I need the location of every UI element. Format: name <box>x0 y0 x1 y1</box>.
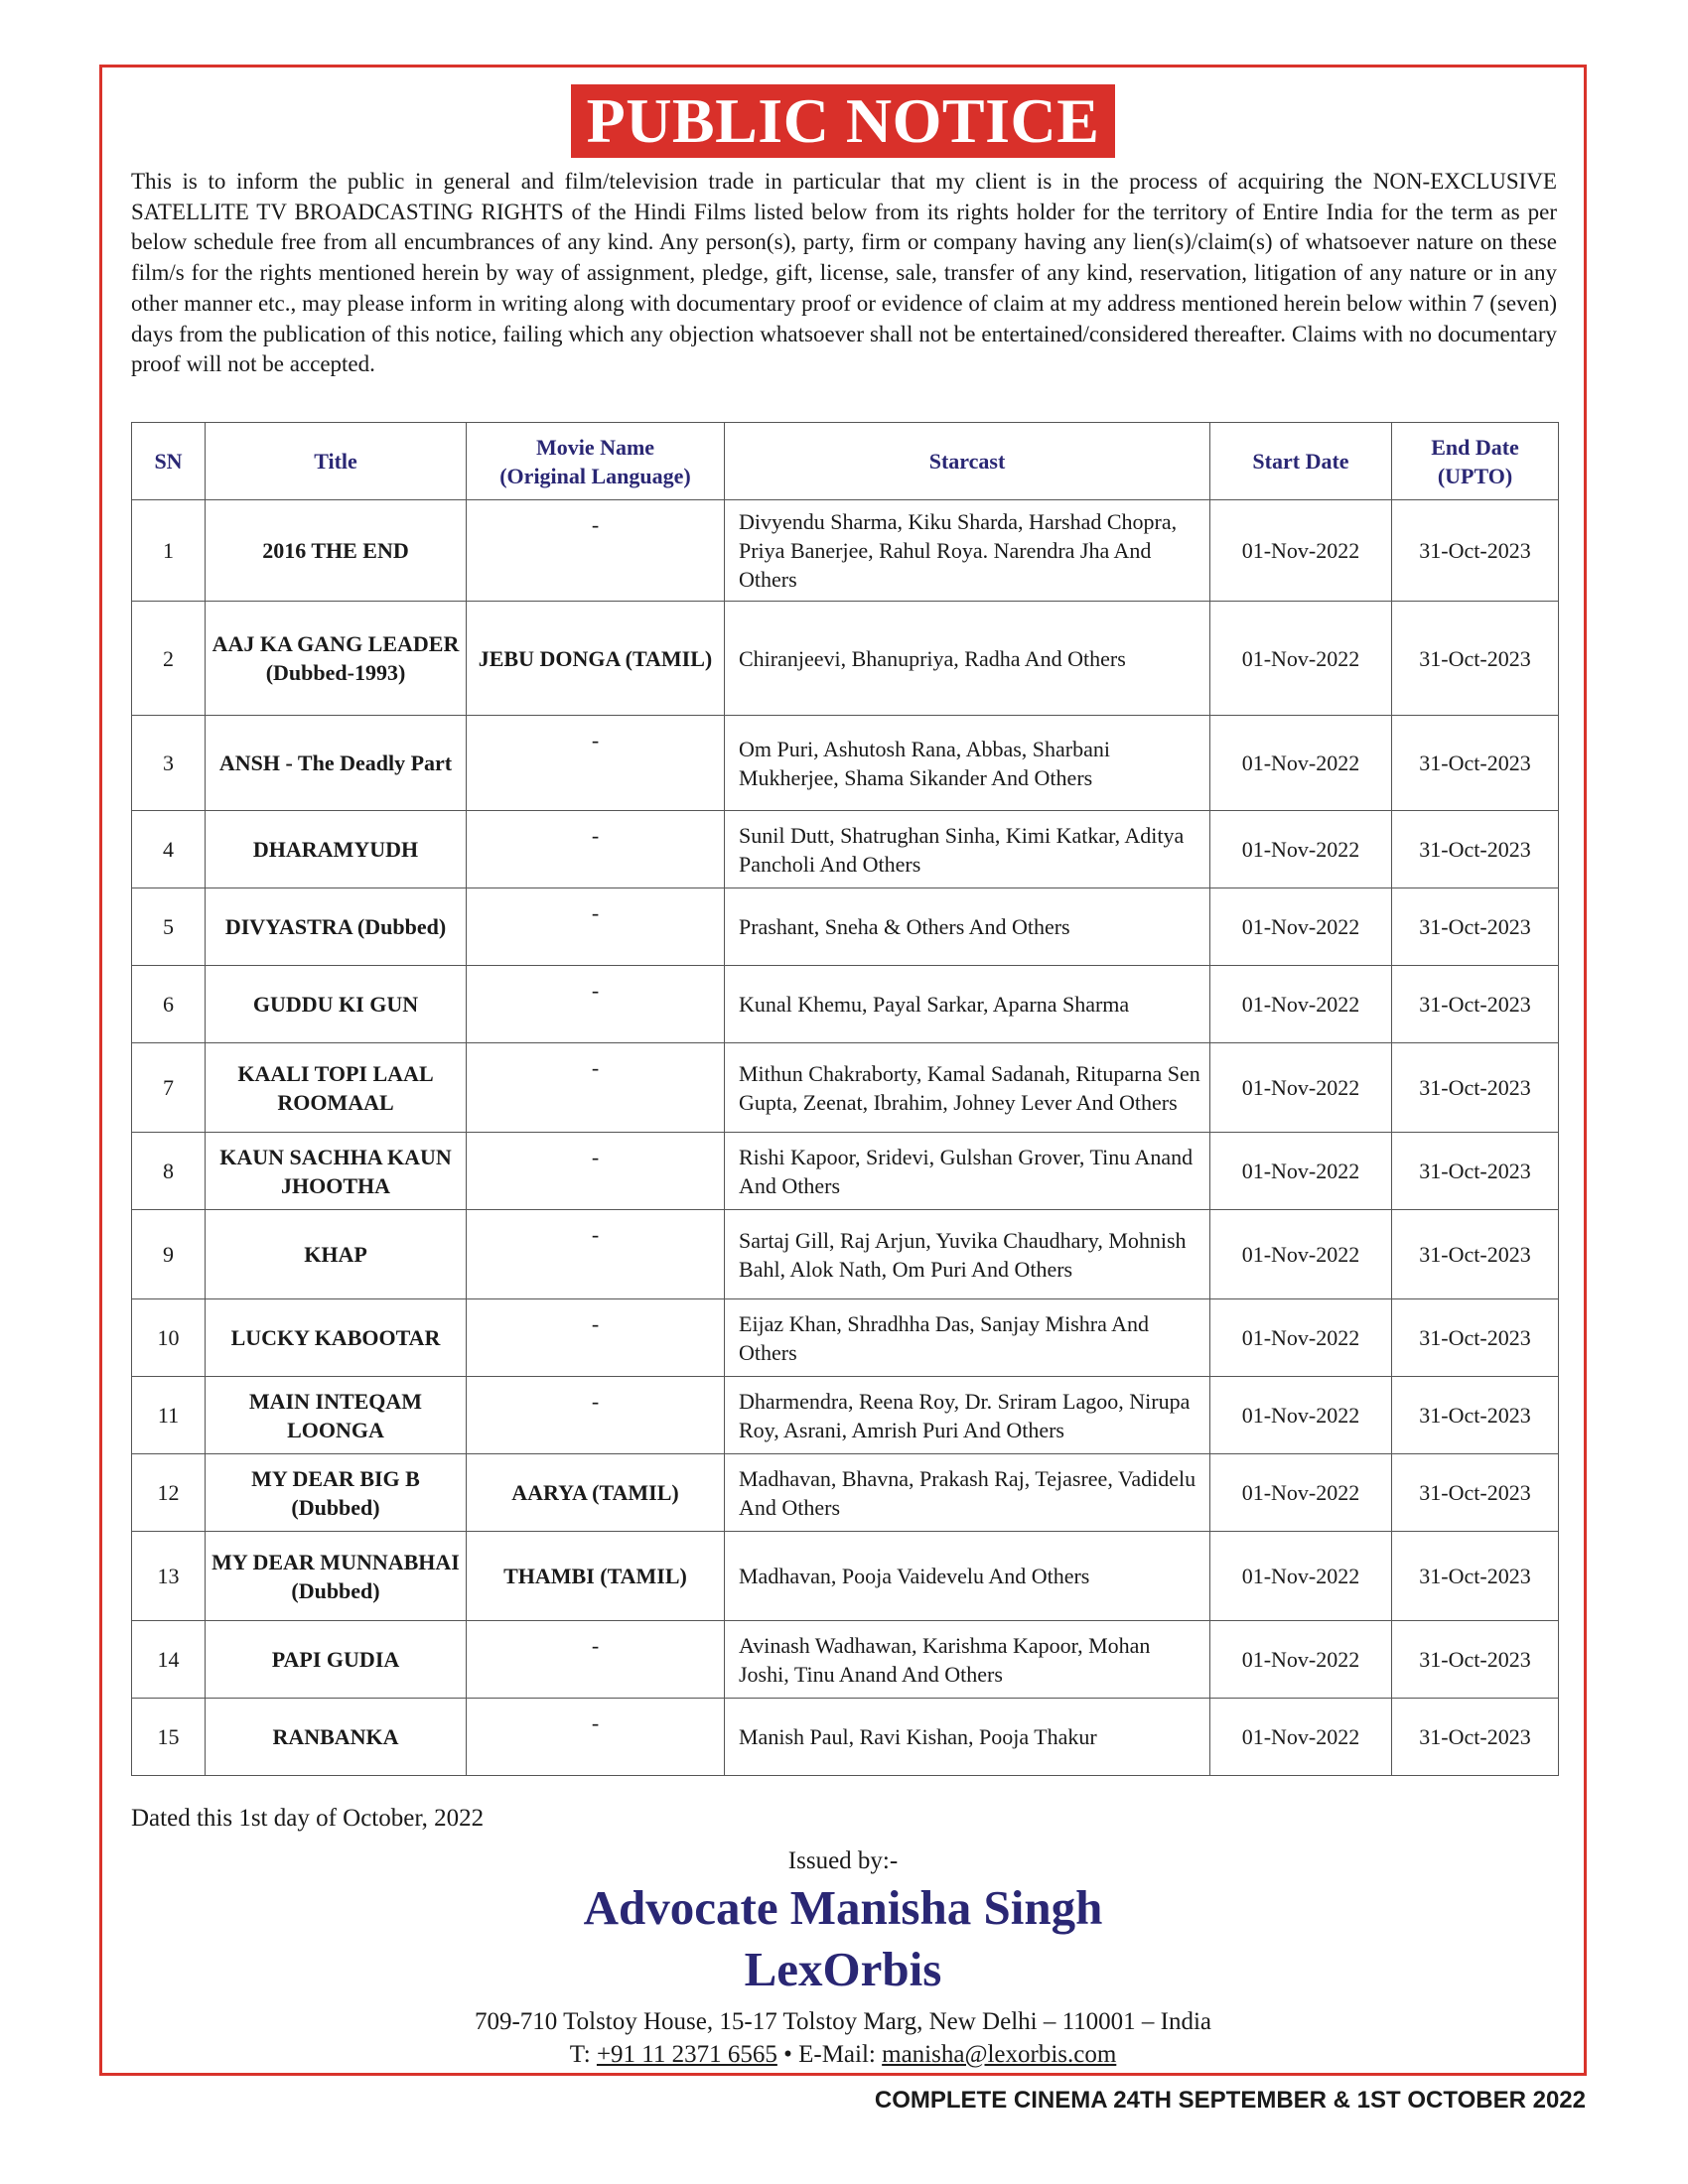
row-title: KHAP <box>206 1210 467 1299</box>
row-sn: 8 <box>132 1133 206 1210</box>
row-sn: 15 <box>132 1699 206 1776</box>
row-sn: 1 <box>132 500 206 602</box>
table-row <box>132 1043 1559 1133</box>
header-movie-line2: (Original Language) <box>499 463 691 488</box>
dated-line: Dated this 1st day of October, 2022 <box>131 1805 485 1832</box>
header-start-date: Start Date <box>1210 423 1392 500</box>
row-start-date: 01-Nov-2022 <box>1210 1454 1392 1532</box>
row-starcast: Avinash Wadhawan, Karishma Kapoor, Mohan Joshi, Tinu Anand And Others <box>725 1621 1210 1699</box>
row-end-date: 31-Oct-2023 <box>1392 1299 1559 1377</box>
row-starcast: Kunal Khemu, Payal Sarkar, Aparna Sharma <box>725 966 1210 1043</box>
row-end-date: 31-Oct-2023 <box>1392 1043 1559 1133</box>
table-body <box>132 500 1559 1776</box>
row-movie-name: - <box>467 1621 725 1699</box>
row-start-date: 01-Nov-2022 <box>1210 716 1392 811</box>
contact-line <box>102 2039 1584 2071</box>
row-movie-name: - <box>467 1377 725 1454</box>
row-starcast: Chiranjeevi, Bhanupriya, Radha And Others <box>725 602 1210 716</box>
row-sn: 5 <box>132 888 206 966</box>
table-row <box>132 966 1559 1043</box>
row-end-date: 31-Oct-2023 <box>1392 1454 1559 1532</box>
table-row <box>132 811 1559 888</box>
row-title: RANBANKA <box>206 1699 467 1776</box>
publication-footer: COMPLETE CINEMA 24TH SEPTEMBER & 1ST OCTOBER 2022 <box>874 2087 1586 2114</box>
table-row <box>132 1699 1559 1776</box>
row-sn: 12 <box>132 1454 206 1532</box>
table-row <box>132 1454 1559 1532</box>
notice-frame <box>99 65 1587 2076</box>
row-start-date: 01-Nov-2022 <box>1210 500 1392 602</box>
row-movie-name: - <box>467 1210 725 1299</box>
row-title: GUDDU KI GUN <box>206 966 467 1043</box>
header-end-line2: (UPTO) <box>1437 463 1513 488</box>
row-title: MAIN INTEQAM LOONGA <box>206 1377 467 1454</box>
row-end-date: 31-Oct-2023 <box>1392 500 1559 602</box>
row-start-date: 01-Nov-2022 <box>1210 1699 1392 1776</box>
row-title: AAJ KA GANG LEADER (Dubbed-1993) <box>206 602 467 716</box>
row-start-date: 01-Nov-2022 <box>1210 1299 1392 1377</box>
row-movie-name: - <box>467 1043 725 1133</box>
row-starcast: Mithun Chakraborty, Kamal Sadanah, Rituparna Sen Gupta, Zeenat, Ibrahim, Johney Lever And Others <box>725 1043 1210 1133</box>
row-start-date: 01-Nov-2022 <box>1210 1621 1392 1699</box>
row-sn: 3 <box>132 716 206 811</box>
phone-prefix: T: <box>569 2041 597 2068</box>
row-title: DIVYASTRA (Dubbed) <box>206 888 467 966</box>
row-end-date: 31-Oct-2023 <box>1392 966 1559 1043</box>
header-starcast: Starcast <box>725 423 1210 500</box>
row-sn: 6 <box>132 966 206 1043</box>
table-row <box>132 1377 1559 1454</box>
email-prefix: • E-Mail: <box>776 2041 883 2068</box>
email-link[interactable]: manisha@lexorbis.com <box>882 2041 1117 2068</box>
row-sn: 7 <box>132 1043 206 1133</box>
row-start-date: 01-Nov-2022 <box>1210 888 1392 966</box>
row-start-date: 01-Nov-2022 <box>1210 602 1392 716</box>
row-movie-name: JEBU DONGA (TAMIL) <box>467 602 725 716</box>
row-sn: 13 <box>132 1532 206 1621</box>
row-starcast: Madhavan, Bhavna, Prakash Raj, Tejasree, Vadidelu And Others <box>725 1454 1210 1532</box>
row-end-date: 31-Oct-2023 <box>1392 602 1559 716</box>
row-start-date: 01-Nov-2022 <box>1210 1377 1392 1454</box>
header-end-date <box>1392 423 1559 500</box>
row-start-date: 01-Nov-2022 <box>1210 1043 1392 1133</box>
table-row <box>132 1532 1559 1621</box>
row-title: 2016 THE END <box>206 500 467 602</box>
row-sn: 10 <box>132 1299 206 1377</box>
row-movie-name: - <box>467 1699 725 1776</box>
table-row <box>132 602 1559 716</box>
row-end-date: 31-Oct-2023 <box>1392 716 1559 811</box>
row-starcast: Rishi Kapoor, Sridevi, Gulshan Grover, Tinu Anand And Others <box>725 1133 1210 1210</box>
notice-intro: This is to inform the public in general and film/television trade in particular that my client is in the process of acquiring the NON-EXCLUSIVE SATELLITE TV BROADCASTING RIGHTS of the Hindi Films listed below from its rights holder for the territory of Entire India for the term as per below schedule free from all encumbrances of any kind. Any person(s), party, firm or company having any lien(s)/claim(s) of whatsoever nature on these film/s for the rights mentioned herein by way of assignment, pledge, gift, license, sale, transfer of any kind, reservation, litigation of any nature or in any other manner etc., may please inform in writing along with documentary proof or evidence of claim at my address mentioned herein below within 7 (seven) days from the publication of this notice, failing which any objection whatsoever shall not be entertained/considered thereafter. Claims with no documentary proof will not be accepted. <box>131 169 1557 377</box>
row-title: DHARAMYUDH <box>206 811 467 888</box>
row-end-date: 31-Oct-2023 <box>1392 888 1559 966</box>
row-start-date: 01-Nov-2022 <box>1210 1210 1392 1299</box>
row-movie-name: THAMBI (TAMIL) <box>467 1532 725 1621</box>
issued-by: Issued by:- <box>787 1847 899 1874</box>
row-title: MY DEAR MUNNABHAI (Dubbed) <box>206 1532 467 1621</box>
address: 709-710 Tolstoy House, 15-17 Tolstoy Marg, New Delhi – 110001 – India <box>474 2008 1212 2035</box>
firm-name: LexOrbis <box>744 1942 942 1996</box>
films-table <box>131 422 1559 1776</box>
table-row <box>132 1621 1559 1699</box>
row-movie-name: - <box>467 966 725 1043</box>
title-wrap <box>102 84 1584 158</box>
row-sn: 4 <box>132 811 206 888</box>
phone-link[interactable]: +91 11 2371 6565 <box>596 2041 777 2068</box>
header-movie-line1: Movie Name <box>535 434 655 460</box>
row-sn: 9 <box>132 1210 206 1299</box>
row-end-date: 31-Oct-2023 <box>1392 1699 1559 1776</box>
row-movie-name: - <box>467 1133 725 1210</box>
row-title: KAALI TOPI LAAL ROOMAAL <box>206 1043 467 1133</box>
table-row <box>132 716 1559 811</box>
row-end-date: 31-Oct-2023 <box>1392 811 1559 888</box>
row-movie-name: - <box>467 1299 725 1377</box>
row-end-date: 31-Oct-2023 <box>1392 1621 1559 1699</box>
row-starcast: Dharmendra, Reena Roy, Dr. Sriram Lagoo, Nirupa Roy, Asrani, Amrish Puri And Others <box>725 1377 1210 1454</box>
row-movie-name: - <box>467 716 725 811</box>
row-start-date: 01-Nov-2022 <box>1210 811 1392 888</box>
header-title: Title <box>206 423 467 500</box>
row-starcast: Om Puri, Ashutosh Rana, Abbas, Sharbani Mukherjee, Shama Sikander And Others <box>725 716 1210 811</box>
row-end-date: 31-Oct-2023 <box>1392 1377 1559 1454</box>
header-end-line1: End Date <box>1431 434 1519 460</box>
row-title: MY DEAR BIG B (Dubbed) <box>206 1454 467 1532</box>
films-table-wrap <box>131 422 1558 1776</box>
row-starcast: Prashant, Sneha & Others And Others <box>725 888 1210 966</box>
table-row <box>132 888 1559 966</box>
row-start-date: 01-Nov-2022 <box>1210 1133 1392 1210</box>
advocate-name: Advocate Manisha Singh <box>583 1880 1103 1935</box>
table-row <box>132 1210 1559 1299</box>
row-title: KAUN SACHHA KAUN JHOOTHA <box>206 1133 467 1210</box>
row-sn: 2 <box>132 602 206 716</box>
row-movie-name: - <box>467 811 725 888</box>
table-row <box>132 1133 1559 1210</box>
table-header-row <box>132 423 1559 500</box>
row-end-date: 31-Oct-2023 <box>1392 1210 1559 1299</box>
notice-title: PUBLIC NOTICE <box>571 84 1116 158</box>
table-row <box>132 1299 1559 1377</box>
row-title: LUCKY KABOOTAR <box>206 1299 467 1377</box>
row-start-date: 01-Nov-2022 <box>1210 1532 1392 1621</box>
row-starcast: Eijaz Khan, Shradhha Das, Sanjay Mishra And Others <box>725 1299 1210 1377</box>
header-sn: SN <box>132 423 206 500</box>
row-movie-name: - <box>467 500 725 602</box>
table-row <box>132 500 1559 602</box>
row-title: ANSH - The Deadly Part <box>206 716 467 811</box>
row-sn: 14 <box>132 1621 206 1699</box>
row-starcast: Divyendu Sharma, Kiku Sharda, Harshad Chopra, Priya Banerjee, Rahul Roya. Narendra Jha And Others <box>725 500 1210 602</box>
row-movie-name: - <box>467 888 725 966</box>
row-starcast: Sunil Dutt, Shatrughan Sinha, Kimi Katkar, Aditya Pancholi And Others <box>725 811 1210 888</box>
header-movie-name <box>467 423 725 500</box>
row-starcast: Sartaj Gill, Raj Arjun, Yuvika Chaudhary, Mohnish Bahl, Alok Nath, Om Puri And Others <box>725 1210 1210 1299</box>
row-sn: 11 <box>132 1377 206 1454</box>
row-start-date: 01-Nov-2022 <box>1210 966 1392 1043</box>
row-starcast: Madhavan, Pooja Vaidevelu And Others <box>725 1532 1210 1621</box>
row-starcast: Manish Paul, Ravi Kishan, Pooja Thakur <box>725 1699 1210 1776</box>
row-end-date: 31-Oct-2023 <box>1392 1133 1559 1210</box>
row-end-date: 31-Oct-2023 <box>1392 1532 1559 1621</box>
row-movie-name: AARYA (TAMIL) <box>467 1454 725 1532</box>
row-title: PAPI GUDIA <box>206 1621 467 1699</box>
